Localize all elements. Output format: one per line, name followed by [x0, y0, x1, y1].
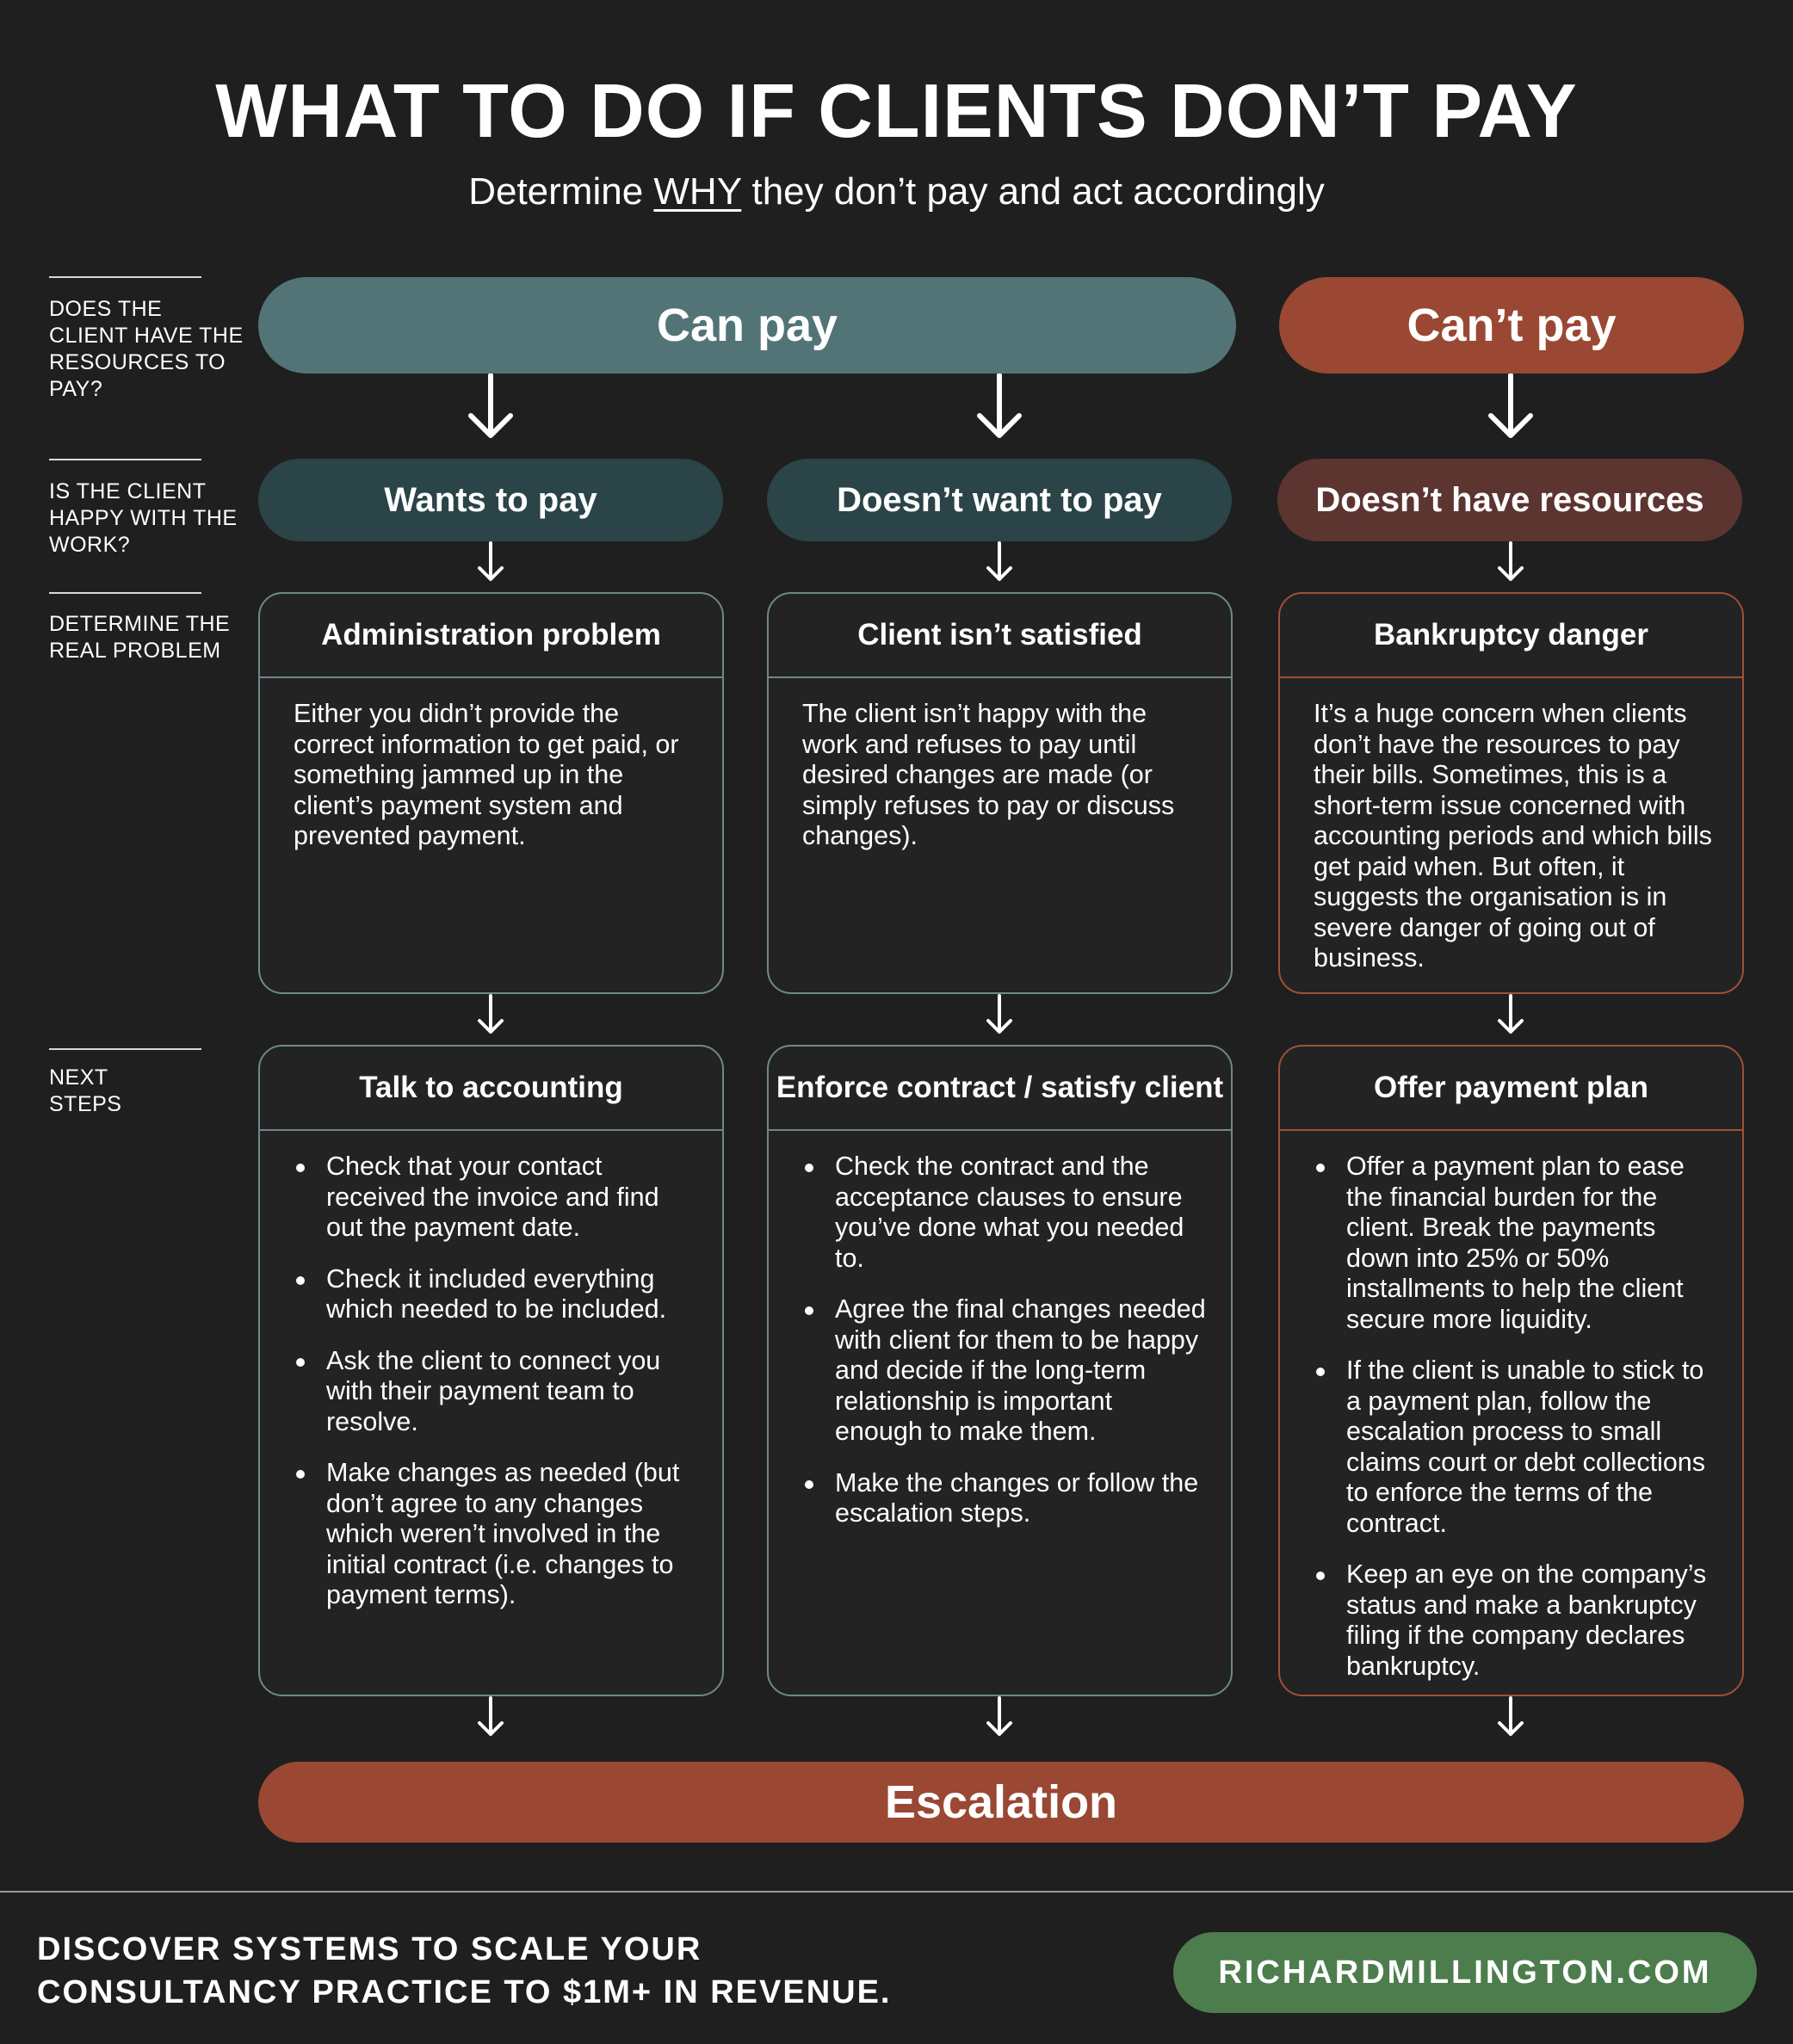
list-item: Keep an eye on the company’s status and make a bankruptcy filing if the company declares bankruptcy. [1314, 1559, 1718, 1682]
card-text: The client isn’t happy with the work and refuses to pay until desired changes are made (or simply refuses to pay or discuss changes). [802, 699, 1175, 850]
footer-divider [0, 1891, 1793, 1893]
arrow-down-icon [974, 374, 1025, 442]
card-text: Either you didn’t provide the correct information to get paid, or something jammed up in the client’s payment system and prevented payment. [294, 699, 679, 850]
arrow-down-icon [1493, 994, 1528, 1037]
arrow-down-icon [473, 994, 508, 1037]
doesnt-want-to-pay-pill: Doesn’t want to pay [767, 459, 1232, 541]
row-divider [49, 1048, 201, 1050]
escalation-pill: Escalation [258, 1762, 1744, 1843]
subtitle-emphasis: WHY [653, 170, 742, 213]
row-label-happy: IS THE CLIENT HAPPY WITH THE WORK? [49, 479, 238, 557]
list-item: Check it included everything which needed to be included. [294, 1264, 698, 1325]
list-item: Ask the client to connect you with their payment team to resolve. [294, 1346, 698, 1438]
can-pay-pill: Can pay [258, 277, 1236, 374]
arrow-down-icon [473, 1696, 508, 1739]
wants-to-pay-pill: Wants to pay [258, 459, 723, 541]
card-list [260, 1131, 722, 1649]
row-label-resources: DOES THE CLIENT HAVE THE RESOURCES TO PAY? [49, 297, 244, 401]
problem-card-administration [258, 592, 724, 994]
card-list [1280, 1131, 1742, 1696]
arrow-down-icon [465, 374, 516, 442]
list-item: Offer a payment plan to ease the financial burden for the client. Break the payments down into 25% or 50% installments to help the client secure more liquidity. [1314, 1152, 1718, 1335]
row-label-problem: DETERMINE THE REAL PROBLEM [49, 612, 231, 663]
doesnt-have-resources-pill: Doesn’t have resources [1277, 459, 1742, 541]
arrow-down-icon [1493, 1696, 1528, 1739]
footer-cta-line: CONSULTANCY PRACTICE TO $1M+ IN REVENUE. [37, 1974, 892, 2010]
website-link-button[interactable]: RICHARDMILLINGTON.COM [1173, 1932, 1757, 2013]
arrow-down-icon [982, 994, 1017, 1037]
list-item: Agree the final changes needed with client for them to be happy and decide if the long-term relationship is important enough to make them. [802, 1294, 1207, 1448]
row-divider [49, 276, 201, 278]
row-label-next-steps: NEXT STEPS [49, 1065, 122, 1116]
steps-card-payment-plan [1278, 1045, 1744, 1696]
card-list [769, 1131, 1231, 1567]
arrow-down-icon [473, 541, 508, 584]
row-divider [49, 592, 201, 594]
card-title: Talk to accounting [260, 1047, 722, 1131]
list-item: Check that your contact received the invoice and find out the payment date. [294, 1152, 698, 1244]
card-title: Enforce contract / satisfy client [769, 1047, 1231, 1131]
card-title: Administration problem [260, 594, 722, 678]
card-title: Client isn’t satisfied [769, 594, 1231, 678]
steps-card-accounting [258, 1045, 724, 1696]
problem-card-unsatisfied [767, 592, 1233, 994]
problem-card-bankruptcy [1278, 592, 1744, 994]
card-title: Offer payment plan [1280, 1047, 1742, 1131]
page-title: WHAT TO DO IF CLIENTS DON’T PAY [215, 68, 1578, 153]
subtitle-text-after: they don’t pay and act accordingly [741, 170, 1325, 213]
arrow-down-icon [1493, 541, 1528, 584]
footer-cta-line: DISCOVER SYSTEMS TO SCALE YOUR [37, 1931, 702, 1967]
page-subtitle [0, 170, 1793, 213]
row-divider [49, 459, 201, 460]
list-item: Check the contract and the acceptance clauses to ensure you’ve done what you needed to. [802, 1152, 1207, 1274]
arrow-down-icon [982, 541, 1017, 584]
subtitle-text-before: Determine [468, 170, 654, 213]
steps-card-enforce [767, 1045, 1233, 1696]
card-title: Bankruptcy danger [1280, 594, 1742, 678]
arrow-down-icon [1485, 374, 1536, 442]
list-item: Make the changes or follow the escalation steps. [802, 1468, 1207, 1529]
arrow-down-icon [982, 1696, 1017, 1739]
card-text: It’s a huge concern when clients don’t have the resources to pay their bills. Sometimes, this is a short-term issue concerned with accounting periods and which bills get paid when. But often, it suggests the organisation is in severe danger of going out of business. [1314, 699, 1712, 973]
cant-pay-pill: Can’t pay [1279, 277, 1744, 374]
footer-cta [37, 1928, 891, 2014]
list-item: If the client is unable to stick to a payment plan, follow the escalation process to small claims court or debt collections to enforce the terms of the contract. [1314, 1355, 1718, 1539]
list-item: Make changes as needed (but don’t agree to any changes which weren’t involved in the initial contract (i.e. changes to payment terms). [294, 1458, 698, 1611]
